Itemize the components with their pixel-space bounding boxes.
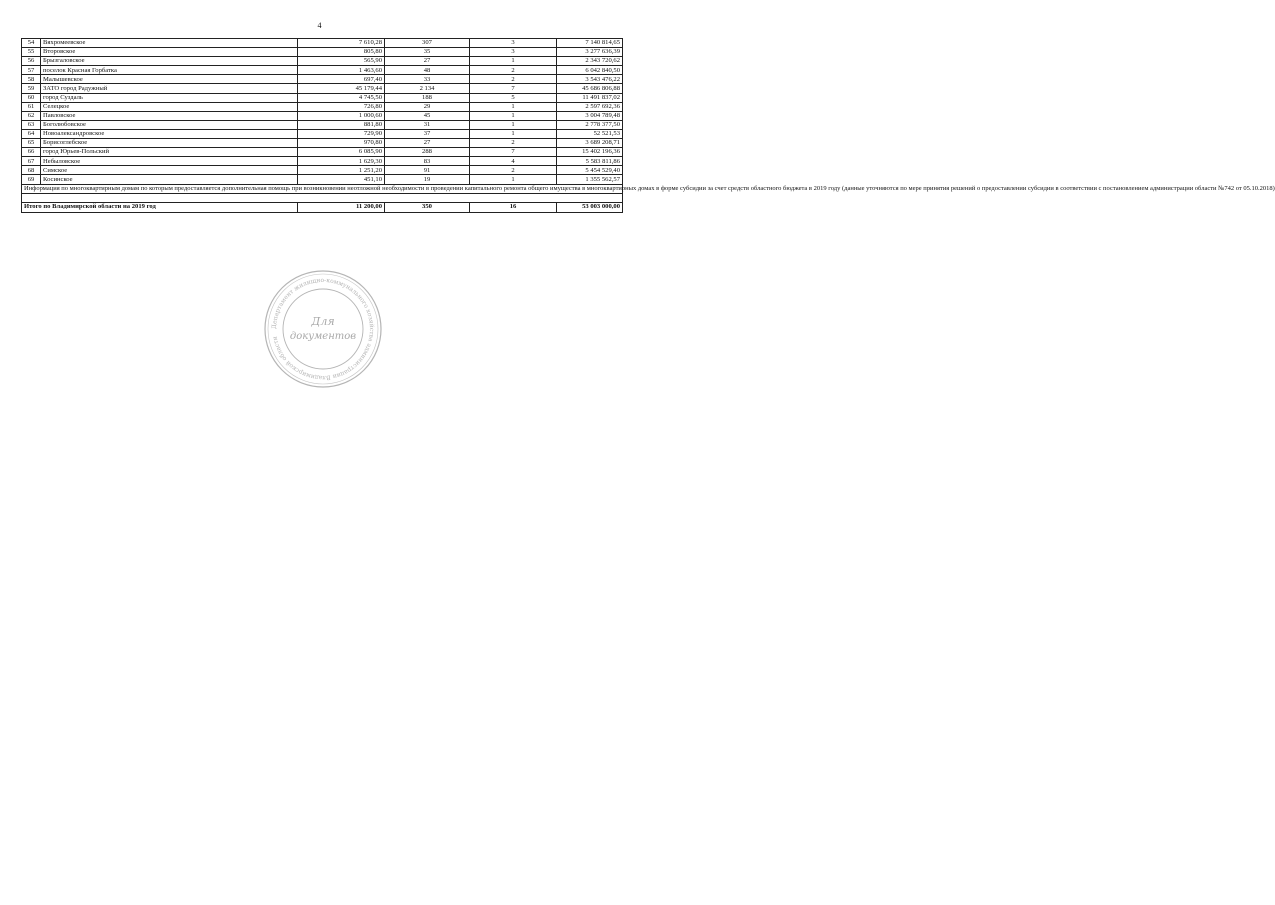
stamp-center-line2: документов <box>289 331 357 342</box>
settlement-name: ЗАТО город Радужный <box>41 84 298 93</box>
houses-count: 7 <box>470 148 557 157</box>
stamp-inner-ring <box>283 289 363 369</box>
table-row <box>22 129 623 138</box>
subsidy-sum: 1 355 562,57 <box>557 175 623 184</box>
total-houses: 16 <box>470 202 557 212</box>
table-row <box>22 139 623 148</box>
people-count: 33 <box>385 75 470 84</box>
total-people: 350 <box>385 202 470 212</box>
subsidy-sum: 45 686 806,88 <box>557 84 623 93</box>
table-row <box>22 148 623 157</box>
houses-count: 1 <box>470 120 557 129</box>
people-count: 48 <box>385 66 470 75</box>
table-row <box>22 102 623 111</box>
houses-count: 1 <box>470 175 557 184</box>
area-value: 451,10 <box>298 175 385 184</box>
info-row <box>22 184 623 193</box>
row-number: 67 <box>22 157 41 166</box>
row-number: 62 <box>22 111 41 120</box>
settlement-name: Малышевское <box>41 75 298 84</box>
settlement-name: Новоалександровское <box>41 129 298 138</box>
area-value: 1 629,30 <box>298 157 385 166</box>
area-value: 4 745,50 <box>298 93 385 102</box>
people-count: 307 <box>385 39 470 48</box>
subsidy-sum: 7 140 814,65 <box>557 39 623 48</box>
stamp-outer-ring <box>265 271 381 387</box>
settlement-name: Борисоглебское <box>41 139 298 148</box>
people-count: 27 <box>385 139 470 148</box>
area-value: 6 085,90 <box>298 148 385 157</box>
people-count: 45 <box>385 111 470 120</box>
houses-count: 1 <box>470 129 557 138</box>
settlement-name: Боголюбовское <box>41 120 298 129</box>
subsidy-sum: 6 042 840,50 <box>557 66 623 75</box>
settlement-name: город Суздаль <box>41 93 298 102</box>
houses-count: 2 <box>470 75 557 84</box>
row-number: 63 <box>22 120 41 129</box>
houses-count: 2 <box>470 139 557 148</box>
settlement-name: поселок Красная Горбатка <box>41 66 298 75</box>
subsidy-sum: 3 543 476,22 <box>557 75 623 84</box>
area-value: 697,40 <box>298 75 385 84</box>
subsidy-sum: 3 689 208,71 <box>557 139 623 148</box>
row-number: 57 <box>22 66 41 75</box>
people-count: 37 <box>385 129 470 138</box>
area-value: 1 463,60 <box>298 66 385 75</box>
table-row <box>22 157 623 166</box>
settlement-name: Вяхромеевское <box>41 39 298 48</box>
settlement-name: Павловское <box>41 111 298 120</box>
table-row <box>22 39 623 48</box>
people-count: 35 <box>385 48 470 57</box>
subsidy-sum: 5 583 811,86 <box>557 157 623 166</box>
stamp-center-line1: Для <box>311 315 335 328</box>
settlement-name: Селецкое <box>41 102 298 111</box>
houses-count: 4 <box>470 157 557 166</box>
settlement-name: Косинское <box>41 175 298 184</box>
people-count: 31 <box>385 120 470 129</box>
row-number: 61 <box>22 102 41 111</box>
houses-count: 1 <box>470 111 557 120</box>
area-value: 805,80 <box>298 48 385 57</box>
settlement-name: Симское <box>41 166 298 175</box>
row-number: 54 <box>22 39 41 48</box>
table-row <box>22 111 623 120</box>
stamp-ring-text: Департамент жилищно-коммунального хозяйства администрации Владимирской области <box>270 276 376 382</box>
settlement-name: Брызгаловское <box>41 57 298 66</box>
info-text: Информация по многоквартирным домам по которым предоставляется дополнительная помощь при возникновении неотложной необходимости в проведении капитального ремонта общего имущества в многоквартирных домах в форме субсидии за счет средств областного бюджета в 2019 году (данные уточняются по мере принятия решений о предоставлении субсидии в соответствии с постановлением администрации области №742 от 05.10.2018) <box>22 184 623 193</box>
area-value: 1 251,20 <box>298 166 385 175</box>
houses-count: 3 <box>470 48 557 57</box>
row-number: 56 <box>22 57 41 66</box>
people-count: 188 <box>385 93 470 102</box>
people-count: 29 <box>385 102 470 111</box>
subsidy-sum: 52 521,53 <box>557 129 623 138</box>
data-table <box>21 38 1275 213</box>
total-label: Итого по Владимирской области на 2019 год <box>22 202 298 212</box>
settlement-name: город Юрьев-Польский <box>41 148 298 157</box>
area-value: 7 610,28 <box>298 39 385 48</box>
subsidy-sum: 3 004 789,48 <box>557 111 623 120</box>
total-row <box>22 202 623 212</box>
subsidy-sum: 15 402 196,36 <box>557 148 623 157</box>
stamp-outer-ring-inner <box>268 274 378 384</box>
area-value: 1 000,60 <box>298 111 385 120</box>
row-number: 64 <box>22 129 41 138</box>
table-row <box>22 48 623 57</box>
page-number: 4 <box>317 21 322 30</box>
table-row <box>22 120 623 129</box>
official-stamp <box>262 268 384 390</box>
houses-count: 1 <box>470 57 557 66</box>
settlement-name: Второвское <box>41 48 298 57</box>
subsidy-sum: 2 343 720,62 <box>557 57 623 66</box>
area-value: 970,80 <box>298 139 385 148</box>
houses-count: 3 <box>470 39 557 48</box>
subsidy-sum: 11 491 837,02 <box>557 93 623 102</box>
row-number: 58 <box>22 75 41 84</box>
people-count: 91 <box>385 166 470 175</box>
houses-count: 1 <box>470 102 557 111</box>
houses-count: 7 <box>470 84 557 93</box>
area-value: 881,80 <box>298 120 385 129</box>
table-row <box>22 75 623 84</box>
people-count: 2 134 <box>385 84 470 93</box>
subsidy-sum: 5 454 529,40 <box>557 166 623 175</box>
table-row <box>22 93 623 102</box>
row-number: 66 <box>22 148 41 157</box>
total-sum: 53 003 000,00 <box>557 202 623 212</box>
spacer-row <box>22 193 623 202</box>
table-row <box>22 84 623 93</box>
subsidy-sum: 2 597 692,36 <box>557 102 623 111</box>
houses-count: 2 <box>470 66 557 75</box>
table-row <box>22 166 623 175</box>
row-number: 60 <box>22 93 41 102</box>
area-value: 726,80 <box>298 102 385 111</box>
table-row <box>22 57 623 66</box>
people-count: 19 <box>385 175 470 184</box>
table-body <box>22 39 623 185</box>
row-number: 59 <box>22 84 41 93</box>
area-value: 565,90 <box>298 57 385 66</box>
row-number: 68 <box>22 166 41 175</box>
people-count: 27 <box>385 57 470 66</box>
row-number: 55 <box>22 48 41 57</box>
total-area: 11 200,00 <box>298 202 385 212</box>
table-row <box>22 175 623 184</box>
area-value: 729,90 <box>298 129 385 138</box>
people-count: 288 <box>385 148 470 157</box>
table-row <box>22 66 623 75</box>
settlement-name: Небыловское <box>41 157 298 166</box>
subsidy-sum: 3 277 636,39 <box>557 48 623 57</box>
houses-count: 2 <box>470 166 557 175</box>
area-value: 45 179,44 <box>298 84 385 93</box>
subsidy-sum: 2 778 377,50 <box>557 120 623 129</box>
row-number: 65 <box>22 139 41 148</box>
houses-count: 5 <box>470 93 557 102</box>
people-count: 83 <box>385 157 470 166</box>
row-number: 69 <box>22 175 41 184</box>
